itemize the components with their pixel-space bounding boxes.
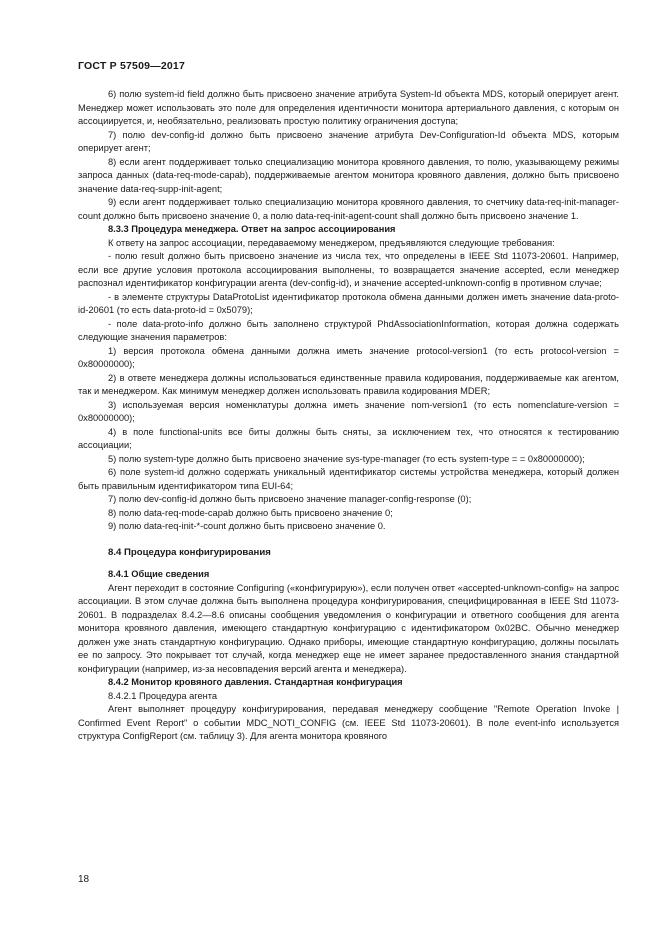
paragraph: 8.4.2.1 Процедура агента [108,690,218,701]
paragraph: - в элементе структуры DataProtoList идентификатор протокола обмена данными должен иметь значение data-proto-id-20601 (то есть data-proto-id = 0x5079); [78,291,619,315]
paragraph: - полю result должно быть присвоено значение из числа тех, что определены в IEEE Std 11073-20601. Например, если все другие условия протокола ассоциирования выполнены, то возвращается значение accepted, если менеджер распознал идентификатор конфигурации агента (dev-config-id), и значение accepted-unknown-config в противном случае; [78,251,619,288]
paragraph: Агент переходит в состояние Configuring («конфигурирую»), если получен ответ «accepted-unknown-config» на запрос ассоциации. В этом случае должна быть выполнена процедура конфигурирования, специфицированная в IEEE Std 11073-20601. В подразделах 8.4.2—8.6 описаны сообщения уведомления о конфигурации и ответного сообщения для агента монитора кровяного давления, имеющего стандартную конфигурацию с идентификатором 0x02BC. Обычно менеджер должен уже знать стандартную конфигурацию. Однако приборы, имеющие стандартную конфигурацию, должны посылать ее по запросу. Это покрывает тот случай, когда менеджер еще не имеет заранее предоставленного знания стандартной конфигурации (например, из-за несовпадения версий агента и менеджера). [78,582,619,674]
document-header: ГОСТ Р 57509—2017 [78,60,186,72]
paragraph: К ответу на запрос ассоциации, передаваемому менеджером, предъявляются следующие требования: [108,237,555,248]
page-number: 18 [78,874,90,885]
paragraph: 6) поле system-id должно содержать уникальный идентификатор системы устройства менеджера, который должен быть правильным идентификатором типа EUI-64; [78,467,619,491]
paragraph: 7) полю dev-config-id должно быть присвоено значение manager-config-response (0); [108,494,472,504]
paragraph: 3) используемая версия номенклатуры должна иметь значение nom-version1 (то есть nomenclature-version = 0x80000000); [78,399,619,423]
paragraph: 2) в ответе менеджера должны использоваться единственные правила кодирования, поддерживаемые как агентом, так и менеджером. Как минимум менеджер должен использовать правила кодирования MDER; [78,372,619,396]
paragraph: 5) полю system-type должно быть присвоено значение sys-type-manager (то есть system-type = = 0x80000000); [108,453,585,464]
section-heading: 8.4 Процедура конфигурирования [108,546,271,558]
paragraph: 6) полю system-id field должно быть присвоено значение атрибута System-Id объекта MDS, который оперирует агент. Менеджер может использовать это поле для определения идентичности монитора артериального давления, с которым он ассоциируется, и, необязательно, реализовать простую политику ограничения доступа; [78,89,619,126]
paragraph: 4) в поле functional-units все биты должны быть сняты, за исключением тех, что относятся к тестированию ассоциации; [78,426,619,450]
section-heading: 8.3.3 Процедура менеджера. Ответ на запрос ассоциирования [108,224,396,234]
paragraph: 8) полю data-req-mode-capab должно быть присвоено значение 0; [108,507,393,518]
section-heading: 8.4.2 Монитор кровяного давления. Стандартная конфигурация [108,677,403,687]
paragraph: 9) полю data-req-init-*-count должно быть присвоено значение 0. [108,521,386,531]
paragraph: Агент выполняет процедуру конфигурирования, передавая менеджеру сообщение "Remote Operation Invoke | Confirmed Event Report" о событии MDC_NOTI_CONFIG (см. IEEE Std 11073-20601). В поле event-info используется структура ConfigReport (см. таблицу 3). Для агента монитора кровяного [78,704,619,741]
section-heading: 8.4.1 Общие сведения [108,569,210,579]
document-body [78,88,619,744]
paragraph: 1) версия протокола обмена данными должна иметь значение protocol-version1 (то есть protocol-version = 0x80000000); [78,345,619,369]
paragraph: 7) полю dev-config-id должно быть присвоено значение атрибута Dev-Configuration-Id объекта MDS, которым оперирует агент; [78,129,619,153]
paragraph: - поле data-proto-info должно быть заполнено структурой PhdAssociationInformation, которая должна содержать следующие значения параметров: [78,318,619,342]
paragraph: 8) если агент поддерживает только специализацию монитора кровяного давления, то полю, указывающему режимы запроса данных (data-req-mode-capab), поддерживаемые агентом монитора кровяного давления, должно быть присвоено значение data-req-supp-init-agent; [78,156,619,194]
paragraph: 9) если агент поддерживает только специализацию монитора кровяного давления, то счетчику data-req-init-manager-count должно быть присвоено значение 0, а полю data-req-init-agent-count shall должно быть присвоено значение 1. [78,197,619,221]
